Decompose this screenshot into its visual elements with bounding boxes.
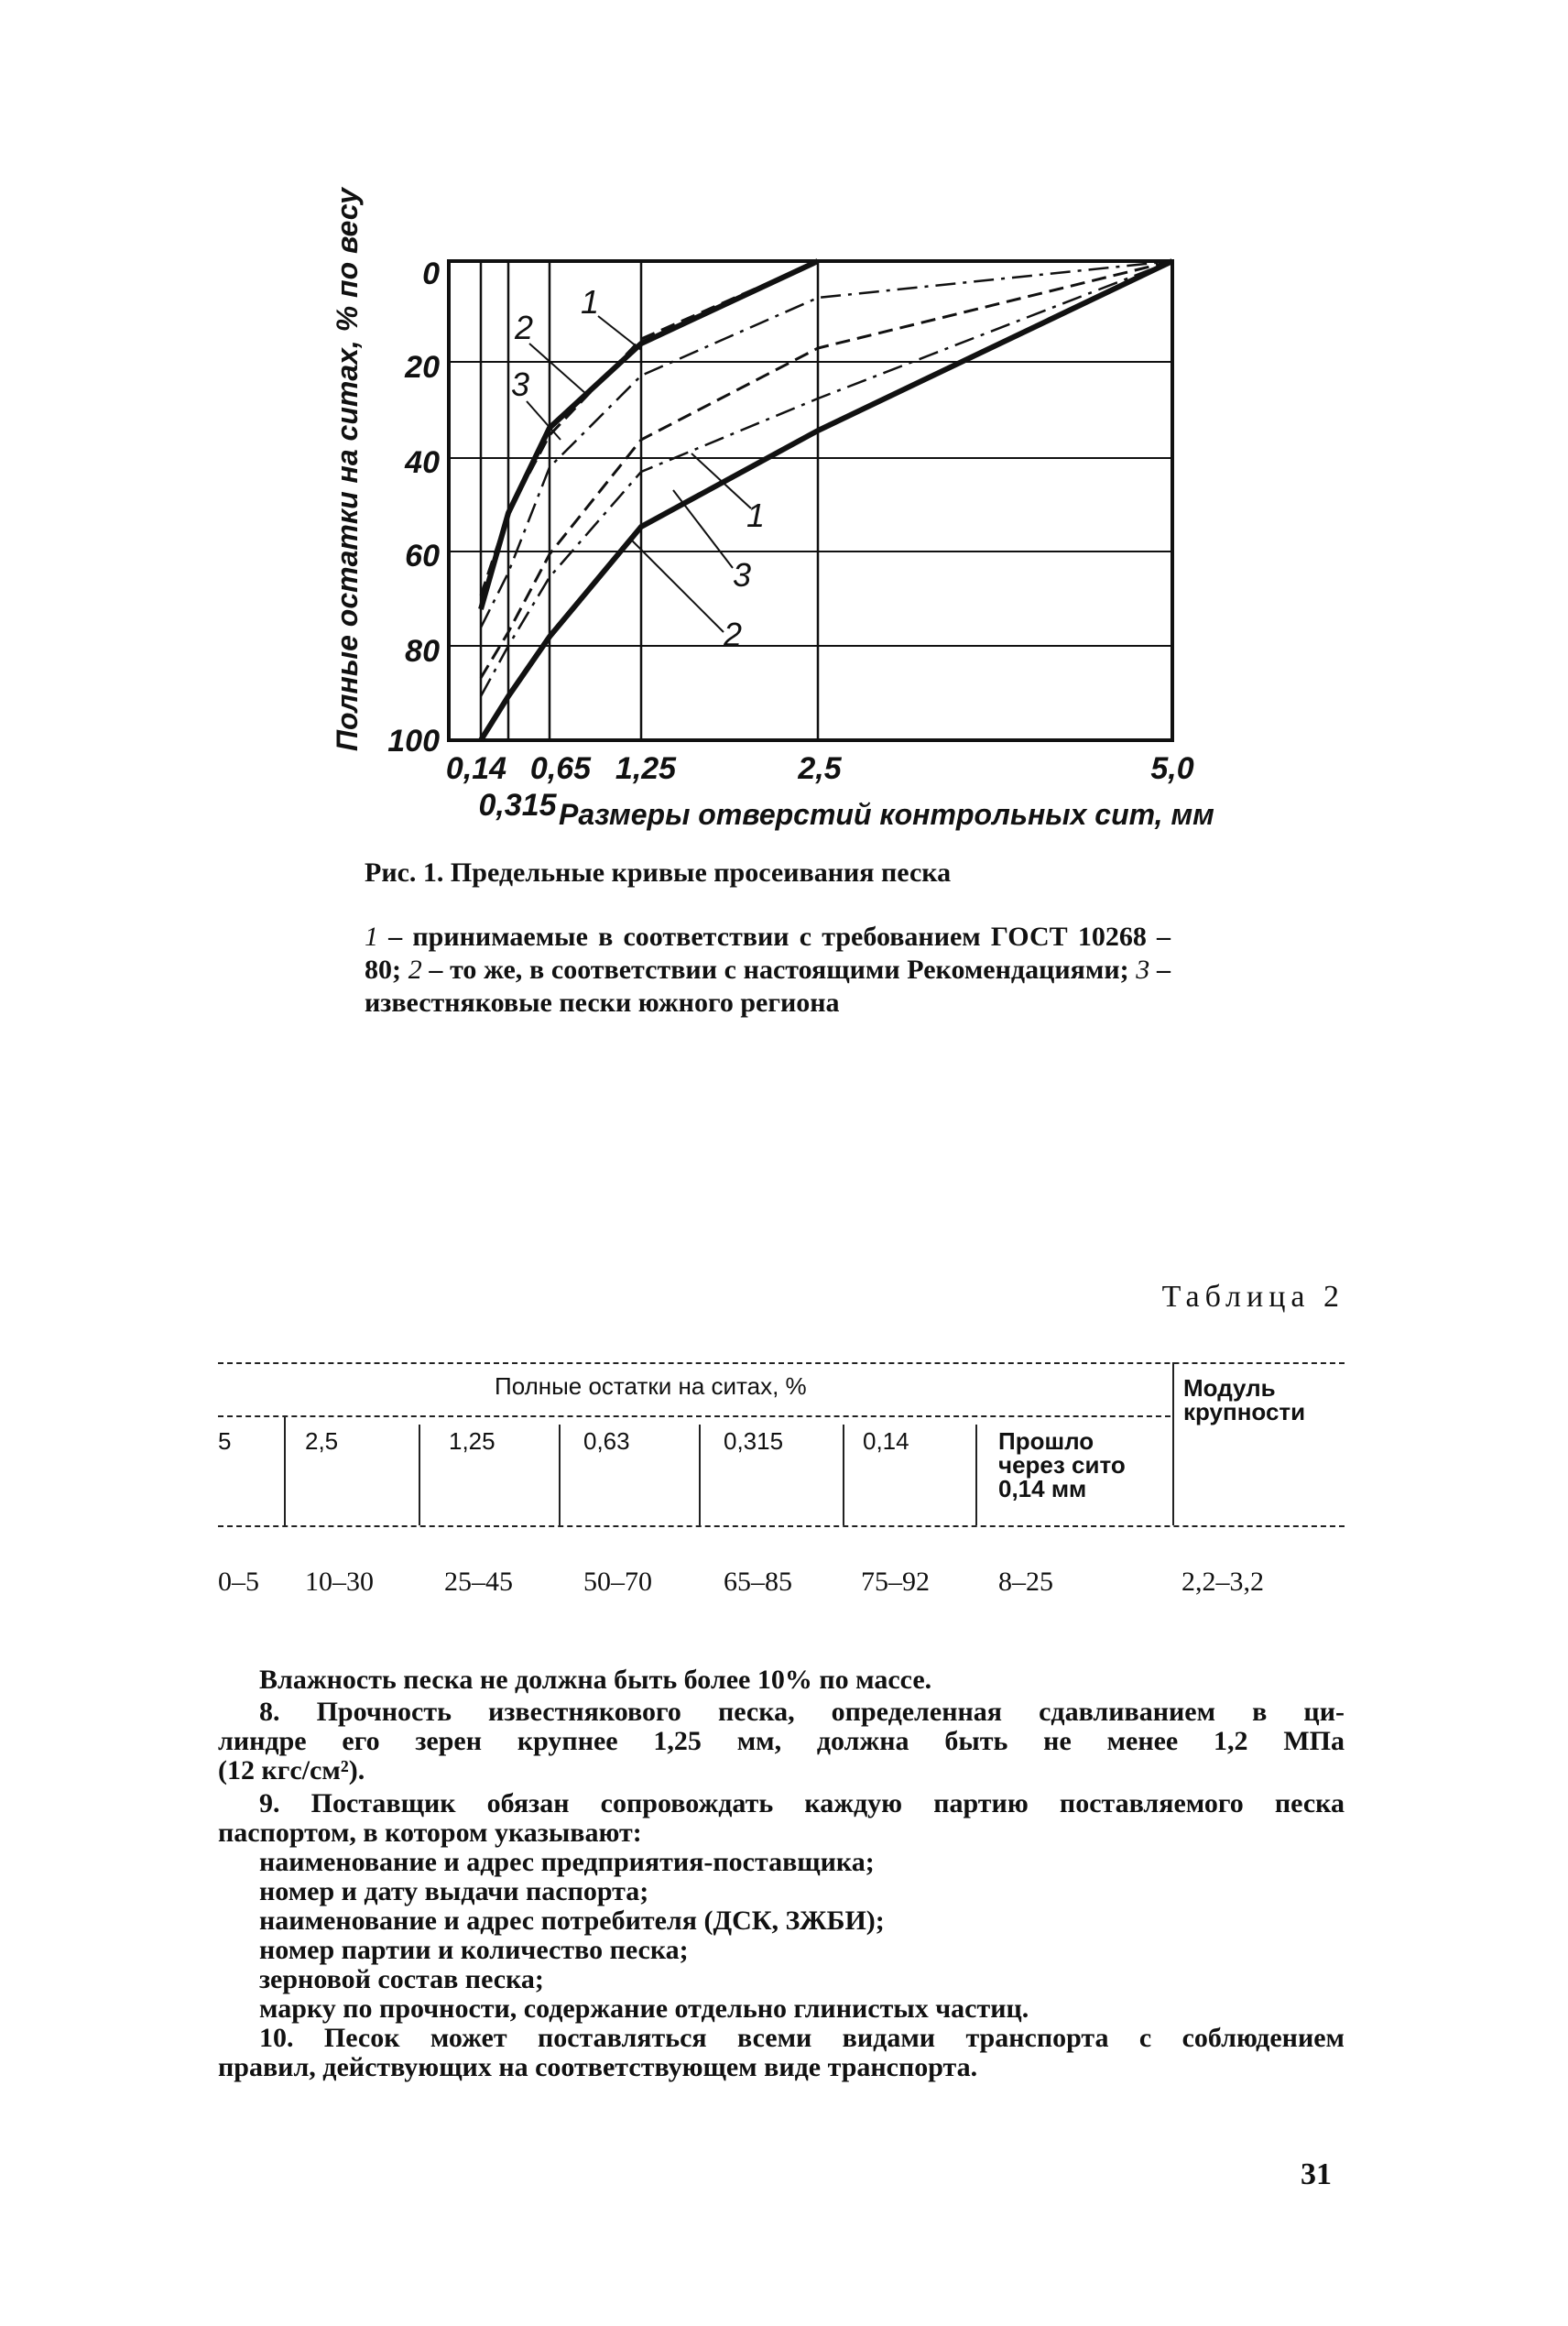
paragraph-line: 8. Прочность известнякового песка, определенная сдавливанием в ци- [259, 1697, 1345, 1727]
legend-number-2: 2 [408, 955, 422, 985]
figure-legend [365, 921, 1171, 1020]
cell-5: 0–5 [218, 1567, 259, 1597]
y-tick: 80 [405, 634, 440, 669]
col-divider [284, 1415, 286, 1525]
paragraph-line: линдре его зерен крупнее 1,25 мм, должна быть не менее 1,2 МПа [218, 1726, 1345, 1756]
horizontal-gridlines [449, 362, 1172, 646]
col-divider [975, 1425, 977, 1525]
paragraph-line: правил, действующих на соответствующем виде транспорта. [218, 2052, 978, 2082]
figure-caption: Рис. 1. Предельные кривые просеивания песка [365, 857, 952, 888]
paragraph-line: (12 кгс/см²). [218, 1755, 365, 1785]
curve-3-coarse-limit [481, 261, 1172, 696]
y-axis-title: Полные остатки на ситах, % по весу [331, 188, 364, 751]
col-divider [559, 1425, 561, 1525]
cell-0-63: 50–70 [583, 1567, 652, 1597]
cell-modulus: 2,2–3,2 [1181, 1567, 1264, 1597]
paragraph-line: 9. Поставщик обязан сопровождать каждую партию поставляемого песка [259, 1788, 1345, 1818]
col-header-0-315: 0,315 [724, 1427, 784, 1455]
col-header-0-63: 0,63 [583, 1427, 630, 1455]
col-header-1-25: 1,25 [449, 1427, 495, 1455]
y-tick: 0 [422, 257, 440, 291]
x-axis-title: Размеры отверстий контрольных сит, мм [559, 798, 1214, 831]
cell-0-14: 75–92 [861, 1567, 930, 1597]
curve-label-right-2: 2 [724, 616, 743, 653]
x-tick: 0,65 [529, 751, 592, 786]
cell-1-25: 25–45 [444, 1567, 513, 1597]
col-divider [843, 1425, 844, 1525]
curve-label-left-2: 2 [515, 309, 534, 346]
curve-label-left-1: 1 [581, 283, 600, 321]
curve-label-left-3: 3 [511, 366, 530, 403]
legend-number-1: 1 [365, 922, 378, 952]
y-axis-ticks [387, 257, 440, 759]
paragraph-line: 10. Песок может поставляться всеми видами транспорта с соблюдением [259, 2023, 1345, 2053]
cell-2-5: 10–30 [305, 1567, 374, 1597]
cell-0-315: 65–85 [724, 1567, 792, 1597]
x-tick: 2,5 [798, 751, 842, 786]
table-group-rule [218, 1415, 1171, 1417]
col-header-2-5: 2,5 [305, 1427, 339, 1455]
legend-text-3: – известняковые пески южного региона [365, 955, 1171, 1018]
col-header-0-14: 0,14 [863, 1427, 909, 1455]
group-header: Полные остатки на ситах, % [495, 1372, 807, 1400]
paragraph-line: паспортом, в котором указывают: [218, 1818, 642, 1848]
x-tick: 5,0 [1150, 751, 1194, 786]
curve-label-right-3: 3 [733, 556, 752, 594]
curve-1-coarse-limit [481, 261, 1172, 678]
x-tick: 0,315 [478, 788, 557, 823]
legend-number-3: 3 [1136, 955, 1150, 985]
sieving-curves-figure [0, 0, 1568, 879]
list-item: номер партии и количество песка; [259, 1935, 689, 1965]
col-header-passed: Прошло через сито 0,14 мм [998, 1427, 1126, 1502]
list-item: зерновой состав песка; [259, 1964, 544, 1994]
list-item: наименование и адрес предприятия-поставщика; [259, 1847, 875, 1877]
page-number: 31 [1301, 2157, 1332, 2191]
list-item: номер и дату выдачи паспорта; [259, 1876, 649, 1906]
curve-label-right-1: 1 [746, 497, 766, 534]
x-tick: 1,25 [615, 751, 677, 786]
list-item: наименование и адрес потребителя (ДСК, ЗЖБИ); [259, 1906, 885, 1936]
cell-passed: 8–25 [998, 1567, 1053, 1597]
table-title: Таблица 2 [1161, 1280, 1345, 1314]
modulus-header: Модуль крупности [1183, 1374, 1306, 1425]
col-header-5: 5 [218, 1427, 232, 1455]
y-tick: 100 [387, 724, 440, 759]
y-tick: 20 [405, 350, 440, 385]
plot-frame [449, 261, 1172, 740]
legend-text-1: – принимаемые в соответствии с требованием ГОСТ 10268 – 80; [365, 922, 1171, 985]
y-tick: 40 [405, 445, 440, 480]
curve-2-coarse-limit [481, 261, 1172, 740]
y-tick: 60 [405, 539, 440, 573]
table-top-rule [218, 1362, 1345, 1364]
x-tick: 0,14 [445, 751, 507, 786]
col-divider [699, 1425, 701, 1525]
list-item: марку по прочности, содержание отдельно глинистых частиц. [259, 1993, 1029, 2024]
col-divider [419, 1425, 420, 1525]
table-bottom-rule [218, 1525, 1345, 1527]
moisture-paragraph: Влажность песка не должна быть более 10% по массе. [259, 1665, 932, 1695]
col-divider [1172, 1362, 1174, 1525]
legend-text-2: – то же, в соответствии с настоящими Рекомендациями; [421, 955, 1137, 985]
